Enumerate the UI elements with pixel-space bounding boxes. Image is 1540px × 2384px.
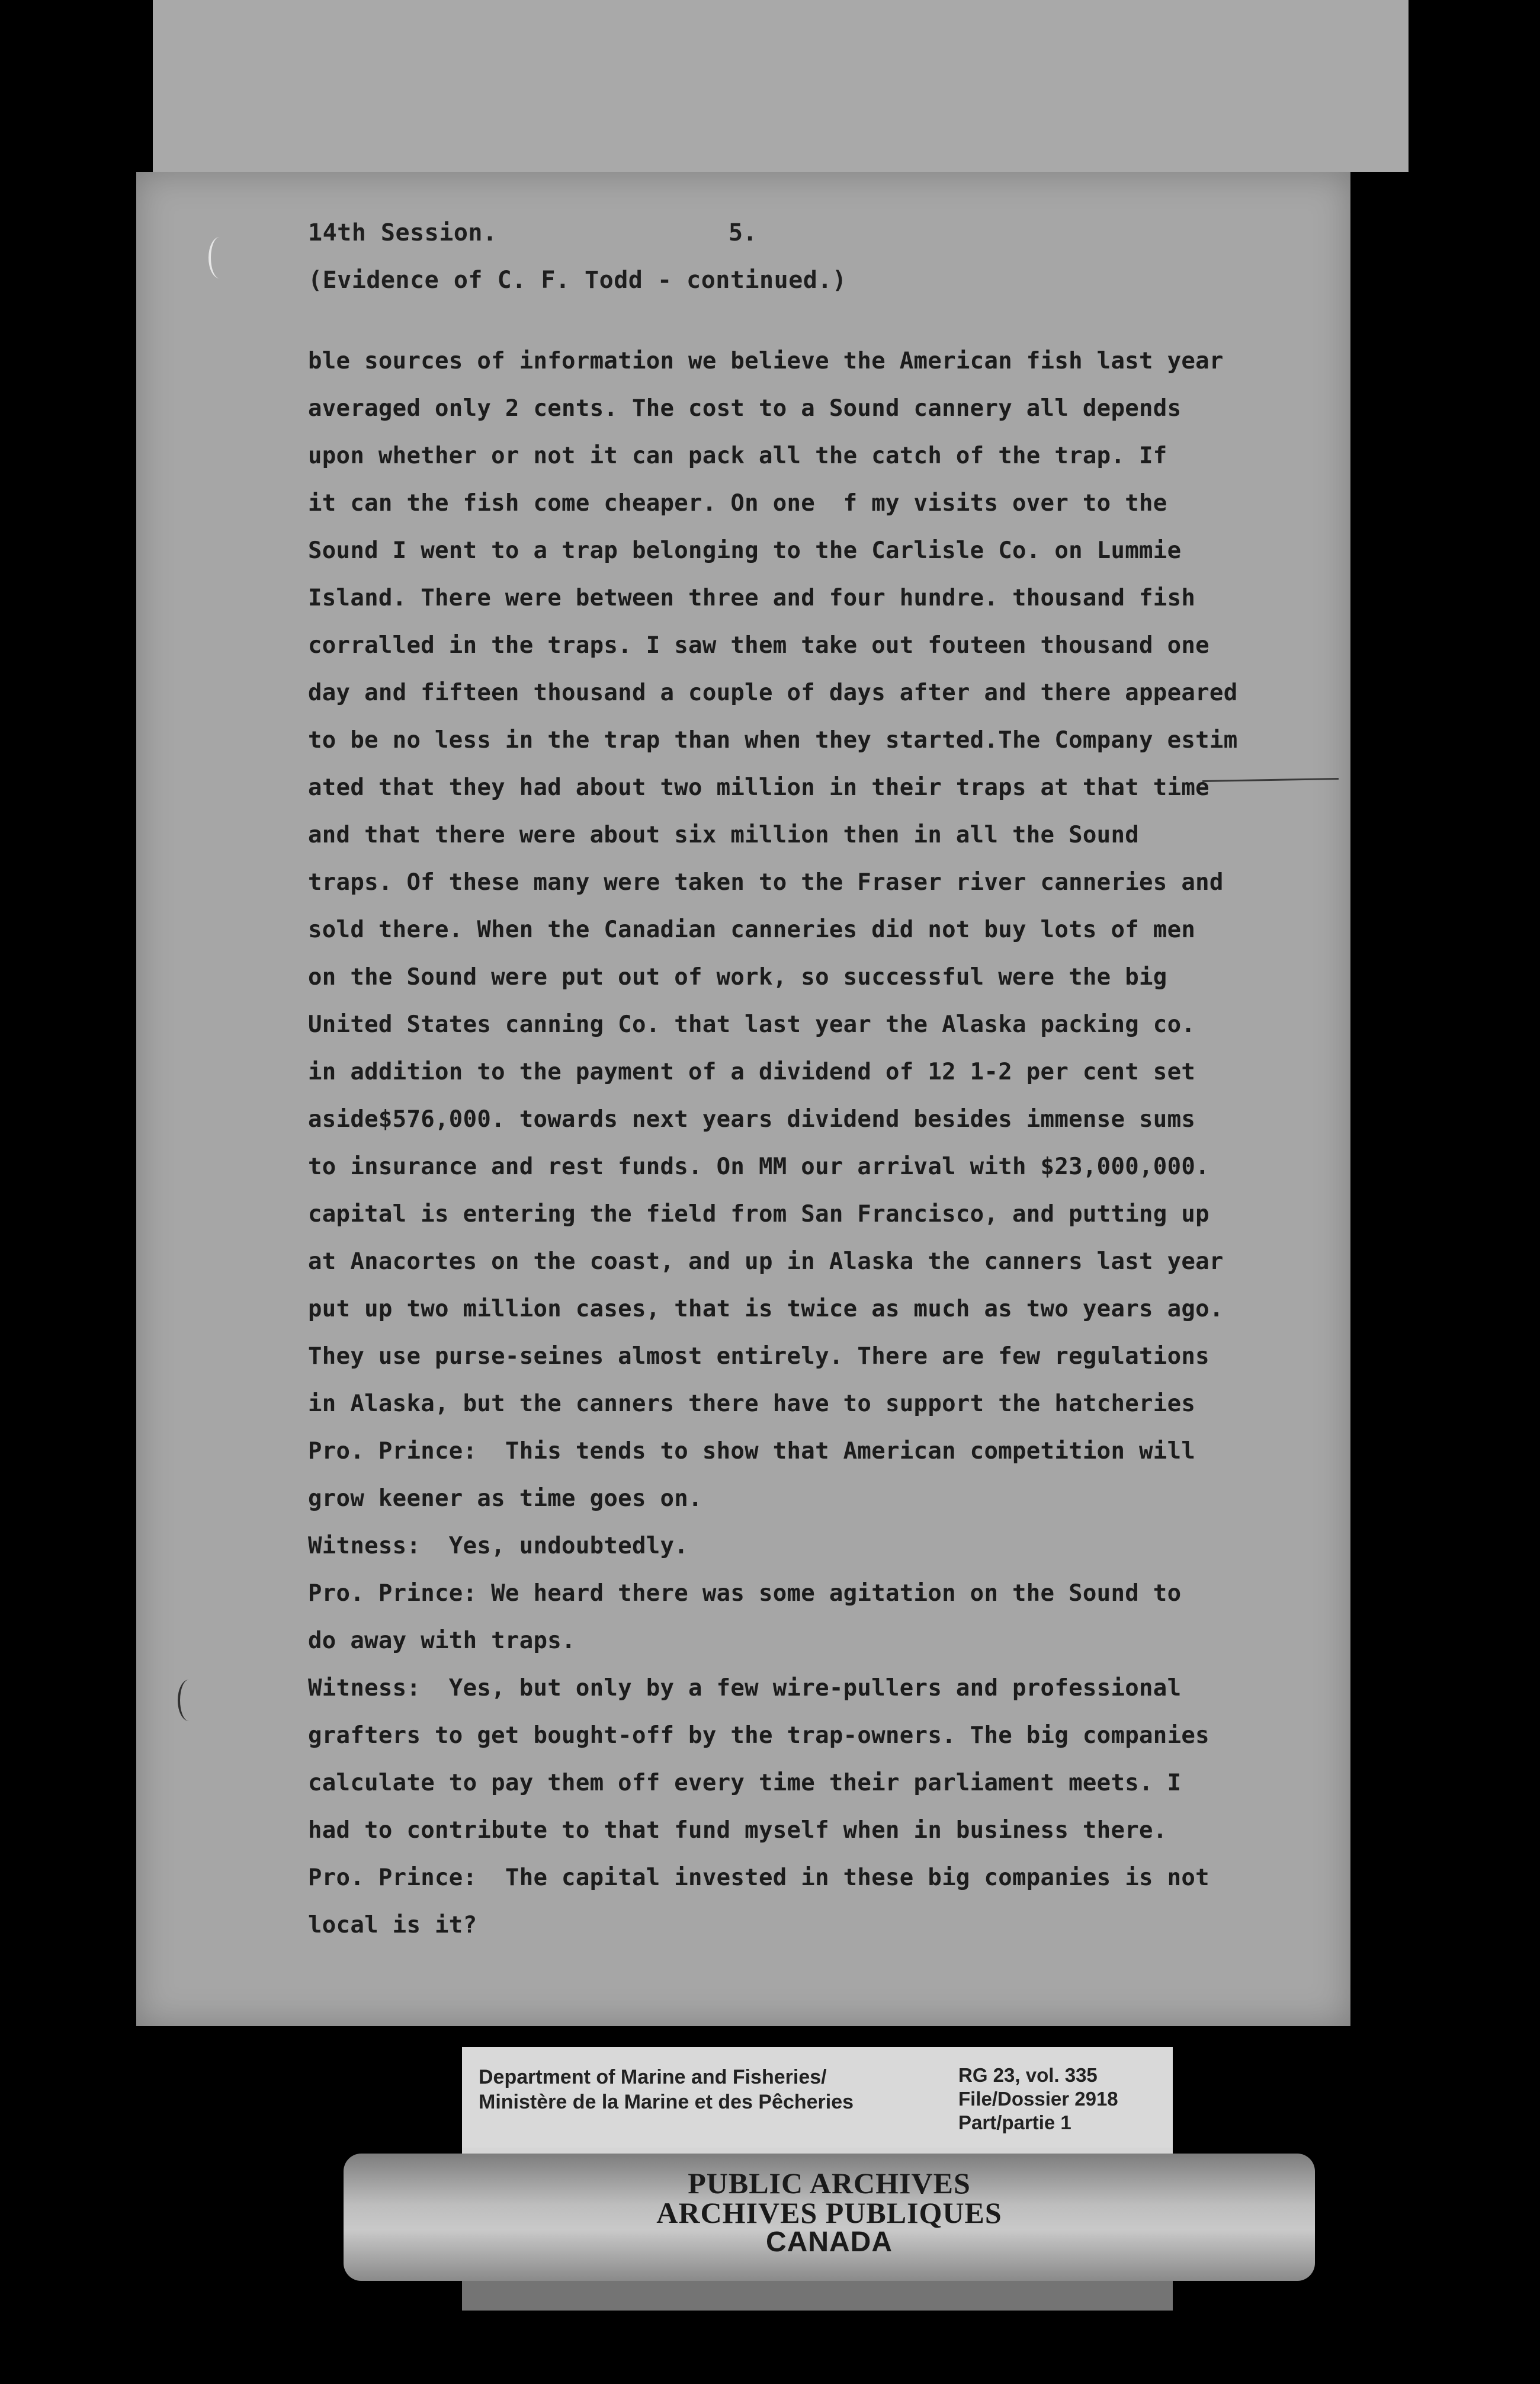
text-line: Pro. Prince: The capital invested in these big companies is not [308, 1864, 1209, 1891]
text-line: do away with traps. [308, 1627, 576, 1654]
archives-stamp [344, 2168, 1315, 2257]
text-line: local is it? [308, 1912, 477, 1938]
evidence-heading: (Evidence of C. F. Todd - continued.) [308, 267, 847, 294]
text-line: ated that they had about two million in their traps at that time [308, 774, 1209, 801]
text-line: aside$576,000. towards next years dividend besides immense sums [308, 1106, 1196, 1133]
reference-block [958, 2063, 1118, 2135]
archive-label [462, 2047, 1173, 2157]
record-group: RG 23, vol. 335 [958, 2064, 1098, 2086]
text-line: upon whether or not it can pack all the catch of the trap. If [308, 443, 1167, 469]
text-line: averaged only 2 cents. The cost to a Sound cannery all depends [308, 395, 1182, 422]
stamp-line-public-archives: PUBLIC ARCHIVES [688, 2167, 971, 2200]
text-line: capital is entering the field from San Francisco, and putting up [308, 1201, 1209, 1228]
text-line: Witness: Yes, undoubtedly. [308, 1533, 689, 1559]
text-line: it can the fish come cheaper. On one f my visits over to the [308, 490, 1167, 517]
text-line: They use purse-seines almost entirely. There are few regulations [308, 1343, 1209, 1370]
file-number: File/Dossier 2918 [958, 2088, 1118, 2110]
text-line: calculate to pay them off every time their parliament meets. I [308, 1770, 1182, 1796]
text-line: at Anacortes on the coast, and up in Alaska the canners last year [308, 1248, 1224, 1275]
text-line: Pro. Prince: This tends to show that American competition will [308, 1438, 1196, 1465]
margin-bracket [178, 1680, 200, 1721]
typed-page [136, 172, 1350, 2026]
department-french: Ministère de la Marine et des Pêcheries [479, 2091, 854, 2113]
text-line: in addition to the payment of a dividend of 12 1-2 per cent set [308, 1059, 1196, 1085]
session-heading: 14th Session. [308, 219, 498, 246]
back-sheet [153, 0, 1409, 172]
margin-mark [208, 237, 231, 278]
text-line: on the Sound were put out of work, so successful were the big [308, 964, 1167, 991]
department-english: Department of Marine and Fisheries/ [479, 2066, 827, 2088]
text-line: ble sources of information we believe the American fish last year [308, 348, 1224, 374]
text-line: United States canning Co. that last year the Alaska packing co. [308, 1011, 1196, 1038]
text-line: had to contribute to that fund myself when in business there. [308, 1817, 1167, 1844]
text-line: traps. Of these many were taken to the Fraser river canneries and [308, 869, 1224, 896]
page-number: 5. [729, 219, 758, 246]
text-line: grafters to get bought-off by the trap-owners. The big companies [308, 1722, 1209, 1749]
testimony-text [308, 338, 1327, 1949]
text-line: put up two million cases, that is twice as much as two years ago. [308, 1296, 1224, 1322]
text-line: to be no less in the trap than when they started.The Company estim [308, 727, 1238, 754]
text-line: Pro. Prince: We heard there was some agitation on the Sound to [308, 1580, 1182, 1607]
stamp-line-archives-publiques: ARCHIVES PUBLIQUES [656, 2196, 1002, 2229]
text-line: Island. There were between three and four hundre. thousand fish [308, 585, 1196, 611]
text-line: day and fifteen thousand a couple of days after and there appeared [308, 680, 1238, 706]
text-line: corralled in the traps. I saw them take out fouteen thousand one [308, 632, 1209, 659]
department-block [479, 2065, 854, 2114]
stamp-line-canada: CANADA [766, 2226, 893, 2258]
text-line: grow keener as time goes on. [308, 1485, 702, 1512]
text-line: Witness: Yes, but only by a few wire-pullers and professional [308, 1675, 1182, 1702]
text-line: Sound I went to a trap belonging to the Carlisle Co. on Lummie [308, 537, 1182, 564]
text-line: sold there. When the Canadian canneries did not buy lots of men [308, 917, 1196, 943]
text-line: to insurance and rest funds. On MM our arrival with $23,000,000. [308, 1153, 1209, 1180]
text-line: in Alaska, but the canners there have to support the hatcheries [308, 1390, 1196, 1417]
part-number: Part/partie 1 [958, 2111, 1071, 2133]
text-line: and that there were about six million then in all the Sound [308, 822, 1140, 848]
